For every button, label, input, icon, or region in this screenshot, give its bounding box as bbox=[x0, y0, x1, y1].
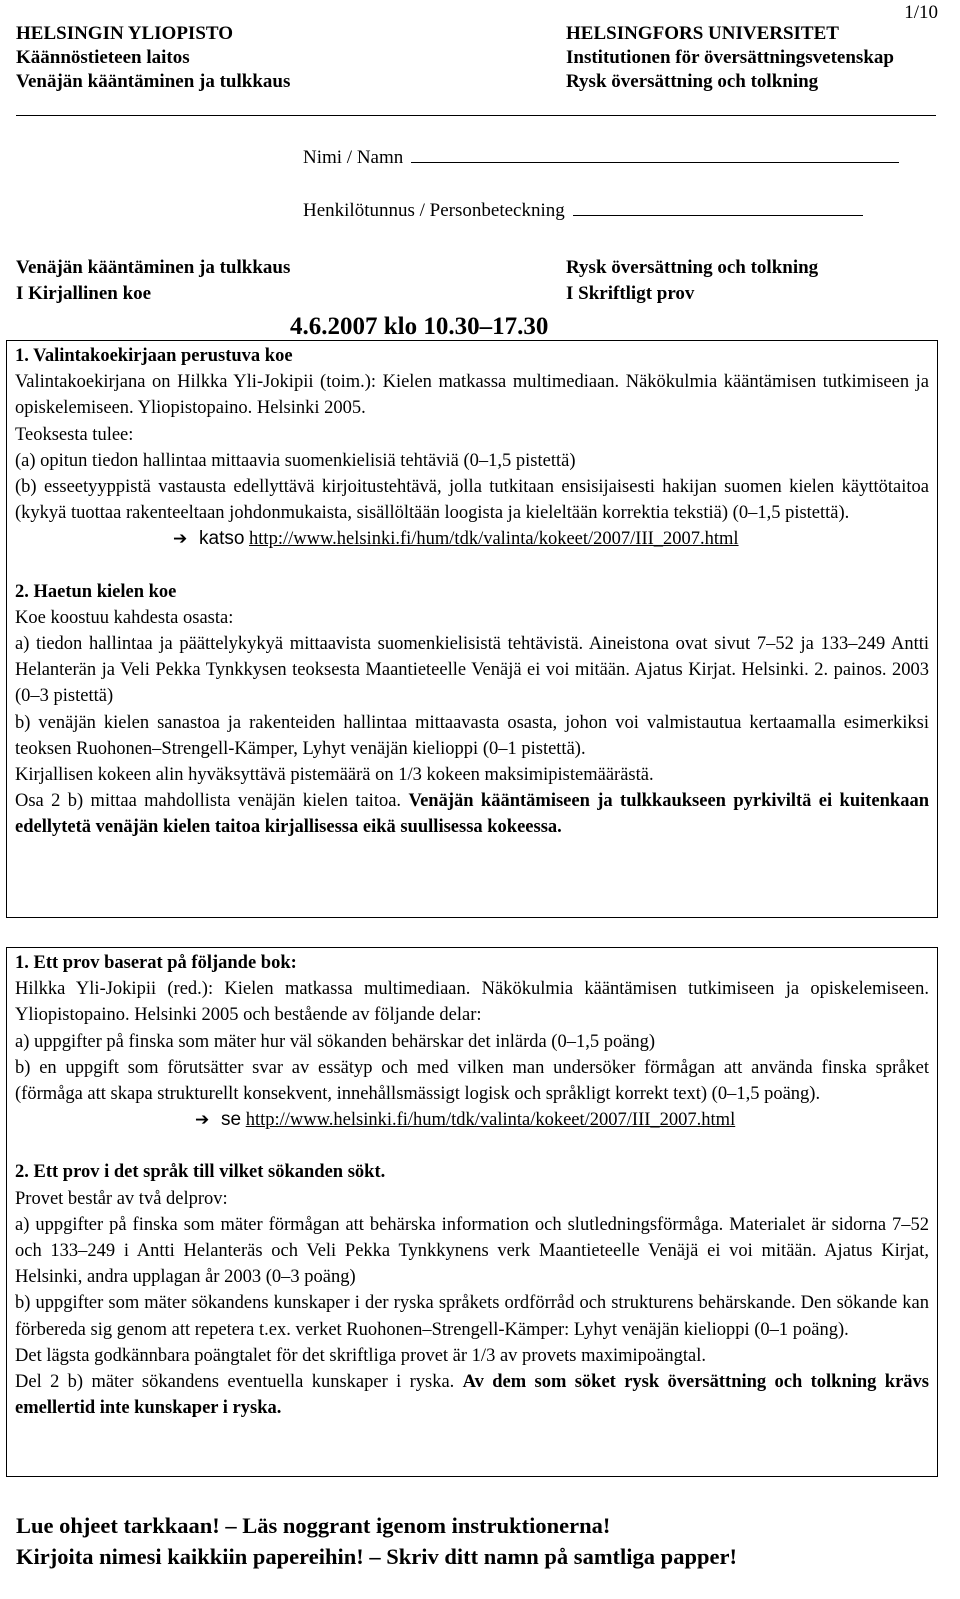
exam-name-sv: I Skriftligt prov bbox=[566, 283, 695, 304]
spacer bbox=[15, 1133, 929, 1159]
header-finnish bbox=[16, 22, 290, 94]
sv-section1-title: 1. Ett prov baserat på följande bok: bbox=[15, 953, 297, 973]
sv-link-label: se bbox=[221, 1109, 242, 1131]
arrow-right-icon: ➔ bbox=[173, 529, 188, 550]
sv-section1-intro: Hilkka Yli-Jokipii (red.): Kielen matkassa multimediaan. Näkökulmia kääntämisen tutkimiseen ja opiskelemiseen. Yliopistopaino. Helsinki 2005 och bestående av följande delar: bbox=[15, 979, 929, 1026]
program-name-fi: Venäjän kääntäminen ja tulkkaus bbox=[16, 71, 291, 92]
sv-section2-item-a: a) uppgifter på finska som mäter förmågan att behärska information och slutledningsförmåga. Materialet är sidorna 7–52 och 133–249 i Antti Helanteräs och Veli Pekka Tynkkynens verk Maantieteelle Venäjä ei voi mitään. Ajatus Kirjat, Helsinki, andra upplagan år 2003 (0–3 poäng) bbox=[15, 1214, 929, 1288]
fi-link-label: katso bbox=[199, 528, 245, 550]
sv-section2-item-b: b) uppgifter som mäter sökandens kunskaper i der ryska språkets ordförråd och strukturens behärskande. Den sökande kan förbereda sig genom att repetera t.ex. verket Ruohonen–Strengell-Kämper: Lyhyt venäjän kielioppi (0–1 poäng). bbox=[15, 1293, 929, 1340]
fi-section2-item-b: b) venäjän kielen sanastoa ja rakenteiden hallintaa mittaavasta osasta, johon voi valmistautua kertaamalla esimerkiksi teoksen Ruohonen–Strengell-Kämper, Lyhyt venäjän kielioppi (0–1 pistettä). bbox=[15, 712, 929, 759]
name-line[interactable] bbox=[411, 143, 899, 163]
sv-note-bold: Av dem som söket rysk översättning och tolkning krävs emellertid inte kunskaper i ryska. bbox=[15, 1372, 929, 1419]
footer-line-name: Kirjoita nimesi kaikkiin papereihin! – Skriv ditt namn på samtliga papper! bbox=[16, 1544, 737, 1569]
sv-link-url[interactable]: http://www.helsinki.fi/hum/tdk/valinta/kokeet/2007/III_2007.html bbox=[245, 1110, 736, 1131]
footer-line-read: Lue ohjeet tarkkaan! – Läs noggrant igenom instruktionerna! bbox=[16, 1513, 611, 1538]
id-line[interactable] bbox=[573, 196, 863, 216]
finnish-instructions bbox=[6, 340, 938, 918]
arrow-right-icon: ➔ bbox=[195, 1110, 210, 1131]
name-field[interactable] bbox=[303, 143, 899, 169]
id-label: Henkilötunnus / Personbeteckning bbox=[303, 200, 565, 221]
fi-section1-lead: Teoksesta tulee: bbox=[15, 424, 134, 445]
program-name-sv: Rysk översättning och tolkning bbox=[566, 71, 819, 92]
id-field[interactable] bbox=[303, 196, 863, 222]
spacer bbox=[15, 553, 929, 579]
course-title-sv: Rysk översättning och tolkning bbox=[566, 257, 819, 278]
fi-section1-intro: Valintakoekirjana on Hilkka Yli-Jokipii (toim.): Kielen matkassa multimediaan. Näkökulmia kääntämisen tutkimiseen ja opiskelemiseen. Yliopistopaino. Helsinki 2005. bbox=[15, 372, 929, 419]
swedish-instructions bbox=[6, 947, 938, 1477]
fi-section1-title: 1. Valintakoekirjaan perustuva koe bbox=[15, 346, 293, 366]
fi-section2-title: 2. Haetun kielen koe bbox=[15, 581, 177, 602]
name-label: Nimi / Namn bbox=[303, 147, 404, 168]
sv-section2-minimum: Det lägsta godkännbara poängtalet för det skriftliga provet är 1/3 av provets maximipoängtal. bbox=[15, 1345, 706, 1366]
header-divider bbox=[16, 115, 936, 116]
header-swedish bbox=[566, 22, 894, 94]
fi-note-bold: Venäjän kääntämiseen ja tulkkaukseen pyrkiviltä ei kuitenkaan edellytetä venäjän kielen taitoa kirjallisessa eikä suullisessa kokeessa. bbox=[15, 791, 929, 838]
fi-section1-item-a: (a) opitun tiedon hallintaa mittaavia suomenkielisiä tehtäviä (0–1,5 pistettä) bbox=[15, 450, 576, 471]
course-finnish bbox=[16, 255, 290, 307]
exam-name-fi: I Kirjallinen koe bbox=[16, 283, 152, 304]
sv-link-line bbox=[15, 1107, 929, 1133]
page-number: 1/10 bbox=[904, 2, 938, 23]
department-name-fi: Käännöstieteen laitos bbox=[16, 47, 190, 68]
university-name-fi: HELSINGIN YLIOPISTO bbox=[16, 23, 233, 44]
fi-section2-item-a: a) tiedon hallintaa ja päättelykykyä mittaavista suomenkielisistä tehtävistä. Aineistona ovat sivut 7–52 ja 133–249 Antti Helanterän ja Veli Pekka Tynkkysen teoksesta Maantieteelle Venäjä ei voi mitään. Ajatus Kirjat. Helsinki. 2. painos. 2003 (0–3 pistettä) bbox=[15, 634, 929, 707]
sv-section2-title: 2. Ett prov i det språk till vilket sökanden sökt. bbox=[15, 1162, 386, 1183]
fi-link-url[interactable]: http://www.helsinki.fi/hum/tdk/valinta/kokeet/2007/III_2007.html bbox=[249, 529, 739, 550]
sv-section2-note bbox=[15, 1369, 929, 1421]
university-name-sv: HELSINGFORS UNIVERSITET bbox=[566, 23, 839, 44]
fi-section2-minimum: Kirjallisen kokeen alin hyväksyttävä pistemäärä on 1/3 kokeen maksimipistemäärästä. bbox=[15, 765, 654, 786]
exam-date: 4.6.2007 klo 10.30–17.30 bbox=[290, 313, 549, 340]
course-title-fi: Venäjän kääntäminen ja tulkkaus bbox=[16, 257, 291, 278]
fi-section1-item-b: (b) esseetyyppistä vastausta edellyttävä kirjoitustehtävä, jolla tutkitaan ensisijaisesti hakijan suomen kielen käyttötaitoa (kykyä tuottaa rakenteeltaan johdonmukaista, sisällöltään loogista ja kieleltään korrektia tekstiä) (0–1,5 pistettä). bbox=[15, 477, 929, 524]
footer-instructions bbox=[16, 1510, 737, 1572]
sv-section1-item-b: b) en uppgift som förutsätter svar av essätyp och med vilken man undersöker förmågan att använda finska språket (förmåga att skapa strukturellt konsekvent, innehållsmässigt logisk och språkligt korrekt text) (0–1,5 poäng). bbox=[15, 1057, 929, 1105]
sv-note-text: Del 2 b) mäter sökandens eventuella kunskaper i ryska. bbox=[15, 1372, 455, 1393]
fi-note-text: Osa 2 b) mittaa mahdollista venäjän kielen taitoa. bbox=[15, 791, 402, 812]
fi-section2-lead: Koe koostuu kahdesta osasta: bbox=[15, 607, 234, 628]
sv-section2-lead: Provet består av två delprov: bbox=[15, 1188, 228, 1209]
fi-link-line bbox=[15, 526, 929, 552]
course-swedish bbox=[566, 255, 818, 307]
fi-section2-note bbox=[15, 788, 929, 840]
department-name-sv: Institutionen för översättningsvetenskap bbox=[566, 47, 894, 68]
sv-section1-item-a: a) uppgifter på finska som mäter hur väl sökanden behärskar det inlärda (0–1,5 poäng) bbox=[15, 1031, 656, 1052]
